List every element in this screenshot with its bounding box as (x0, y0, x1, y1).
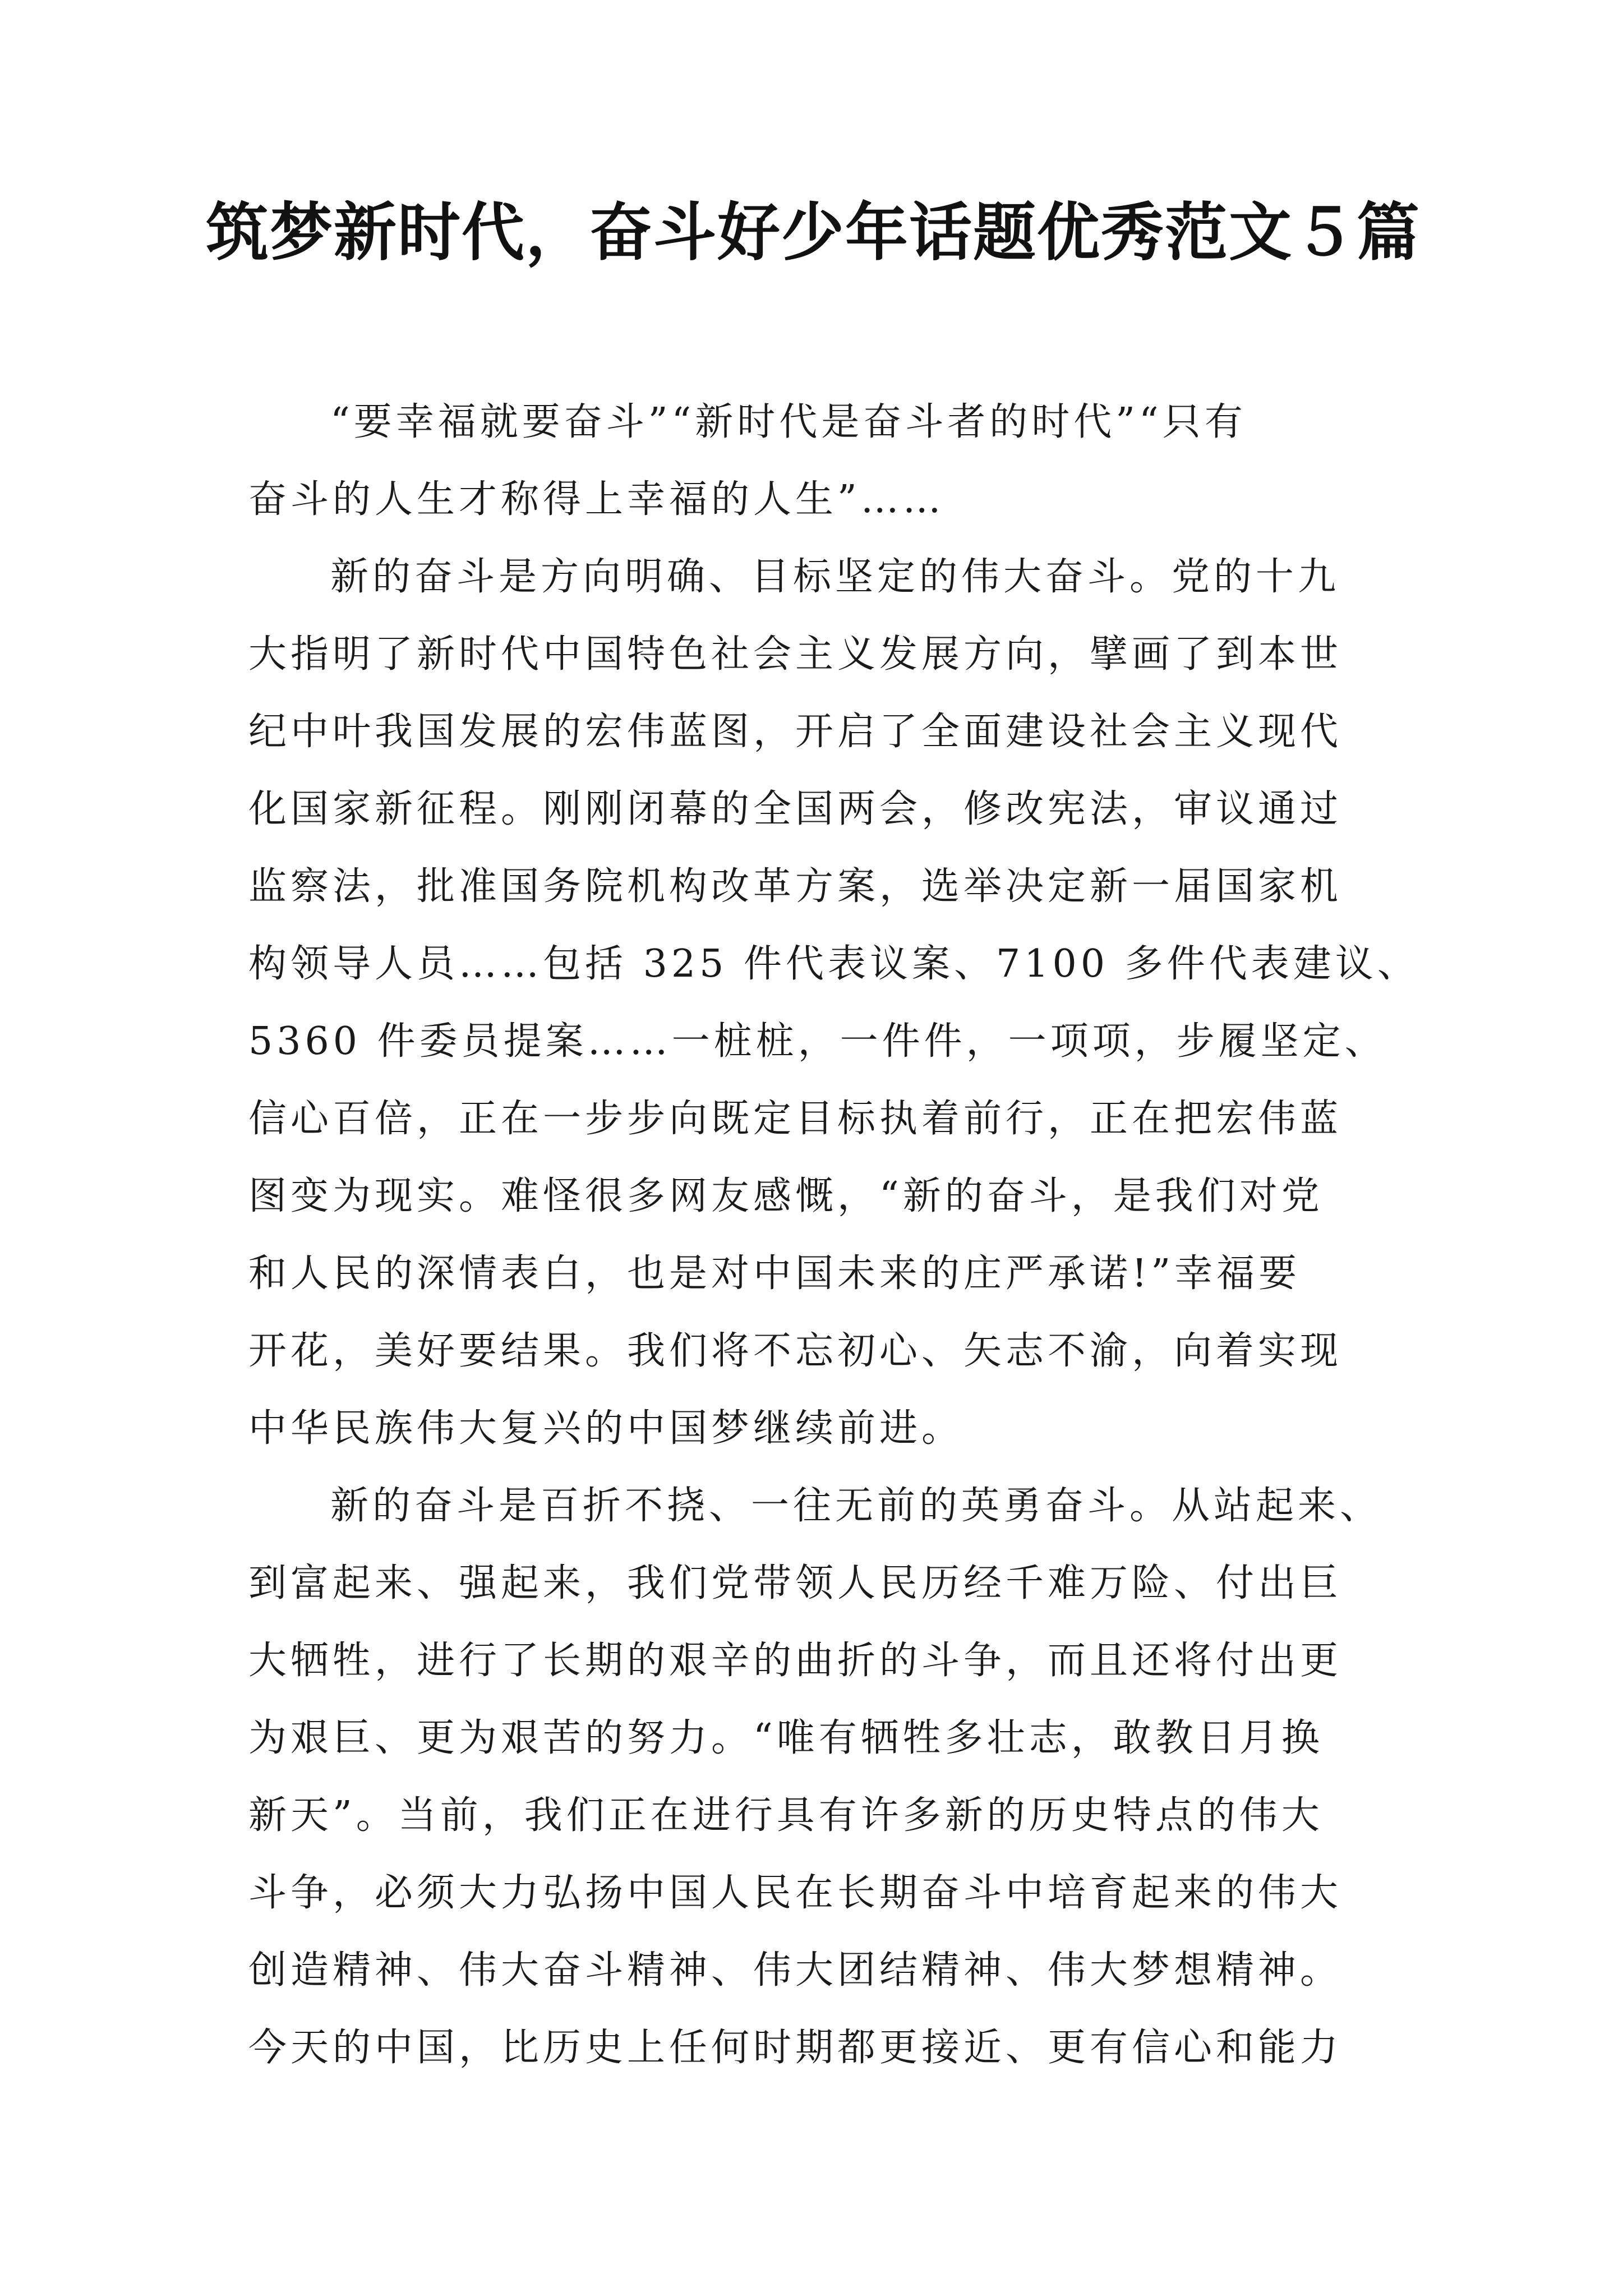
paragraph (248, 1467, 1393, 2087)
paragraph (248, 539, 1419, 1467)
text-line: 大牺牲，进行了长期的艰辛的曲折的斗争，而且还将付出更 (248, 1639, 1343, 1683)
text-line: 大指明了新时代中国特色社会主义发展方向，擘画了到本世 (248, 632, 1343, 677)
text-line: 5360 件委员提案……一桩桩，一件件，一项项，步履坚定、 (248, 1019, 1387, 1064)
text-line: 新的奋斗是方向明确、目标坚定的伟大奋斗。党的十九 (330, 555, 1340, 599)
paragraph (248, 384, 1393, 539)
text-line: 化国家新征程。刚刚闭幕的全国两会，修改宪法，审议通过 (248, 787, 1343, 831)
text-line: 奋斗的人生才称得上幸福的人生”…… (248, 477, 945, 522)
text-line: 构领导人员……包括 325 件代表议案、7100 多件代表建议、 (248, 942, 1419, 986)
text-line: 新的奋斗是百折不挠、一往无前的英勇奋斗。从站起来、 (330, 1484, 1382, 1528)
text-line: 纪中叶我国发展的宏伟蓝图，开启了全面建设社会主义现代 (248, 710, 1343, 754)
text-line: 为艰巨、更为艰苦的努力。“唯有牺牲多壮志，敢教日月换 (248, 1716, 1324, 1760)
text-line: 中华民族伟大复兴的中国梦继续前进。 (248, 1406, 964, 1451)
text-line: 开花，美好要结果。我们将不忘初心、矢志不渝，向着实现 (248, 1329, 1343, 1373)
document-body (248, 384, 1419, 2087)
text-line: 斗争，必须大力弘扬中国人民在长期奋斗中培育起来的伟大 (248, 1871, 1343, 1915)
document-title: 筑梦新时代，奋斗好少年话题优秀范文５篇 (206, 196, 1421, 269)
text-line: 今天的中国，比历史上任何时期都更接近、更有信心和能力 (248, 2026, 1343, 2070)
text-line: 信心百倍，正在一步步向既定目标执着前行，正在把宏伟蓝 (248, 1097, 1343, 1141)
text-line: 图变为现实。难怪很多网友感慨，“新的奋斗，是我们对党 (248, 1174, 1324, 1218)
text-line: 到富起来、强起来，我们党带领人民历经千难万险、付出巨 (248, 1561, 1343, 1605)
text-line: 监察法，批准国务院机构改革方案，选举决定新一届国家机 (248, 864, 1343, 909)
text-line: 和人民的深情表白，也是对中国未来的庄严承诺!”幸福要 (248, 1251, 1301, 1296)
text-line: 新天”。当前，我们正在进行具有许多新的历史特点的伟大 (248, 1793, 1324, 1838)
text-line: “要幸福就要奋斗”“新时代是奋斗者的时代”“只有 (330, 400, 1247, 444)
text-line: 创造精神、伟大奋斗精神、伟大团结精神、伟大梦想精神。 (248, 1948, 1343, 1993)
